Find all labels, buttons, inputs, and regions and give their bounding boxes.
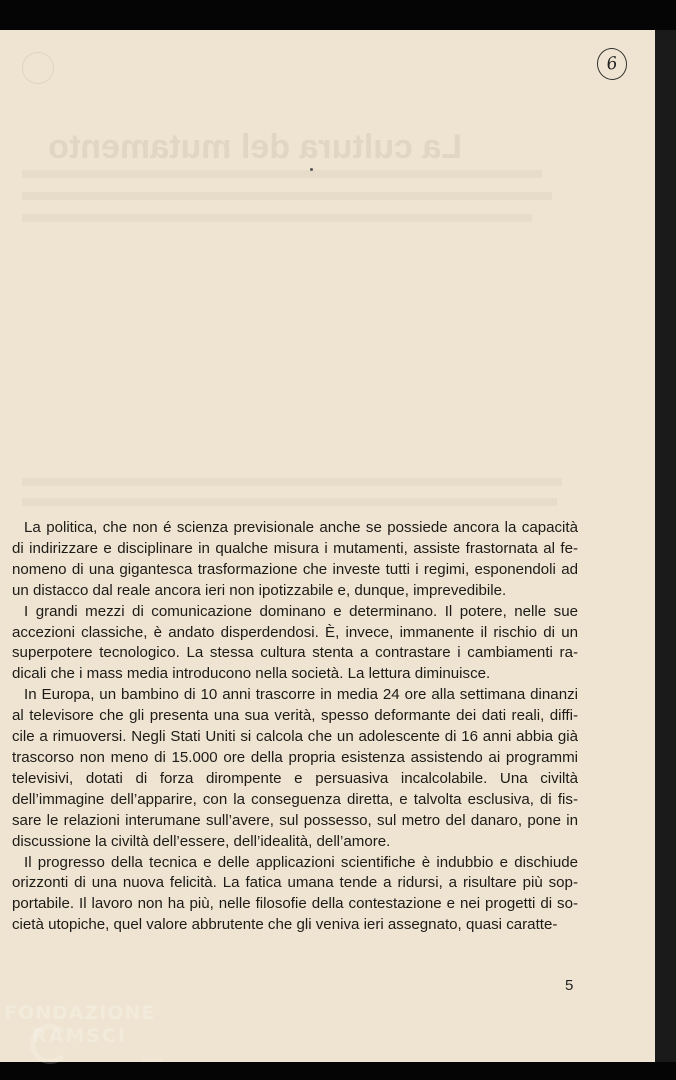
show-through-line [22, 170, 542, 178]
scan-edge [655, 30, 676, 1062]
ink-dot [310, 168, 313, 171]
watermark-g-logo-icon [30, 1024, 70, 1064]
paragraph-3: In Europa, un bambino di 10 anni trascorre in media 24 ore alla settimana dinanzi al televisore che gli presenta una sua verità, spesso deformante dei dati reali, difficile a rimuoversi. Negli Stati Uniti si calcola che un adolescente di 16 anni abbia già trascorso non meno di 15.000 ore della propria esistenza assistendo ai programmi televisivi, dotati di forza dirompente e persuasiva incalcolabile. Una civiltà dell’immagine dell’apparire, con la conseguenza diretta, e talvolta esclusiva, di fissare le relazioni interumane sull’avere, sul possesso, sul metro del danaro, pone in discussione la civiltà dell’essere, dell’idealità, dell’amore. [12, 686, 578, 850]
page-number: 5 [565, 977, 574, 994]
show-through-line [22, 192, 552, 200]
document-page [0, 30, 655, 1062]
show-through-title: La cultura del mutamento [48, 128, 462, 166]
fondazione-gramsci-watermark [4, 1002, 164, 1064]
show-through-line [22, 478, 562, 486]
show-through-line [22, 214, 532, 222]
handwritten-folio-number: 6 [595, 46, 629, 82]
watermark-line1: FONDAZIONE [4, 1002, 156, 1024]
show-through-circle [22, 52, 54, 84]
show-through-line [22, 498, 557, 506]
paragraph-4: Il progresso della tecnica e delle applicazioni scientifiche è indubbio e dischiude orizzonti di una nuova felicità. La fatica umana tende a ridursi, a risultare più sopportabile. Il lavoro non ha più, nelle filosofie della contestazione e nei progetti di società utopiche, quel valore abbrutente che gli veniva ieri assegnato, quasi caratte- [12, 853, 578, 934]
watermark-onlus: onlus [142, 1055, 164, 1064]
watermark-line2: RAMSCI [32, 1025, 127, 1047]
body-text [12, 518, 578, 936]
paragraph-2: I grandi mezzi di comunicazione dominano e determinano. Il potere, nelle sue accezioni classiche, è andato disperdendosi. È, invece, immanente il rischio di un superpotere tecnologico. La stessa cultura stenta a contrastare i cambiamenti radicali che i mass media introducono nella società. La lettura diminuisce. [12, 602, 578, 683]
paragraph-1: La politica, che non é scienza previsionale anche se possiede ancora la capacità di indirizzare e disciplinare in qualche misura i mutamenti, assiste frastornata al fenomeno di una gigantesca trasformazione che investe tutti i regimi, esponendoli ad un distacco dal reale ancora ieri non ipotizzabile e, dunque, imprevedibile. [12, 519, 578, 599]
